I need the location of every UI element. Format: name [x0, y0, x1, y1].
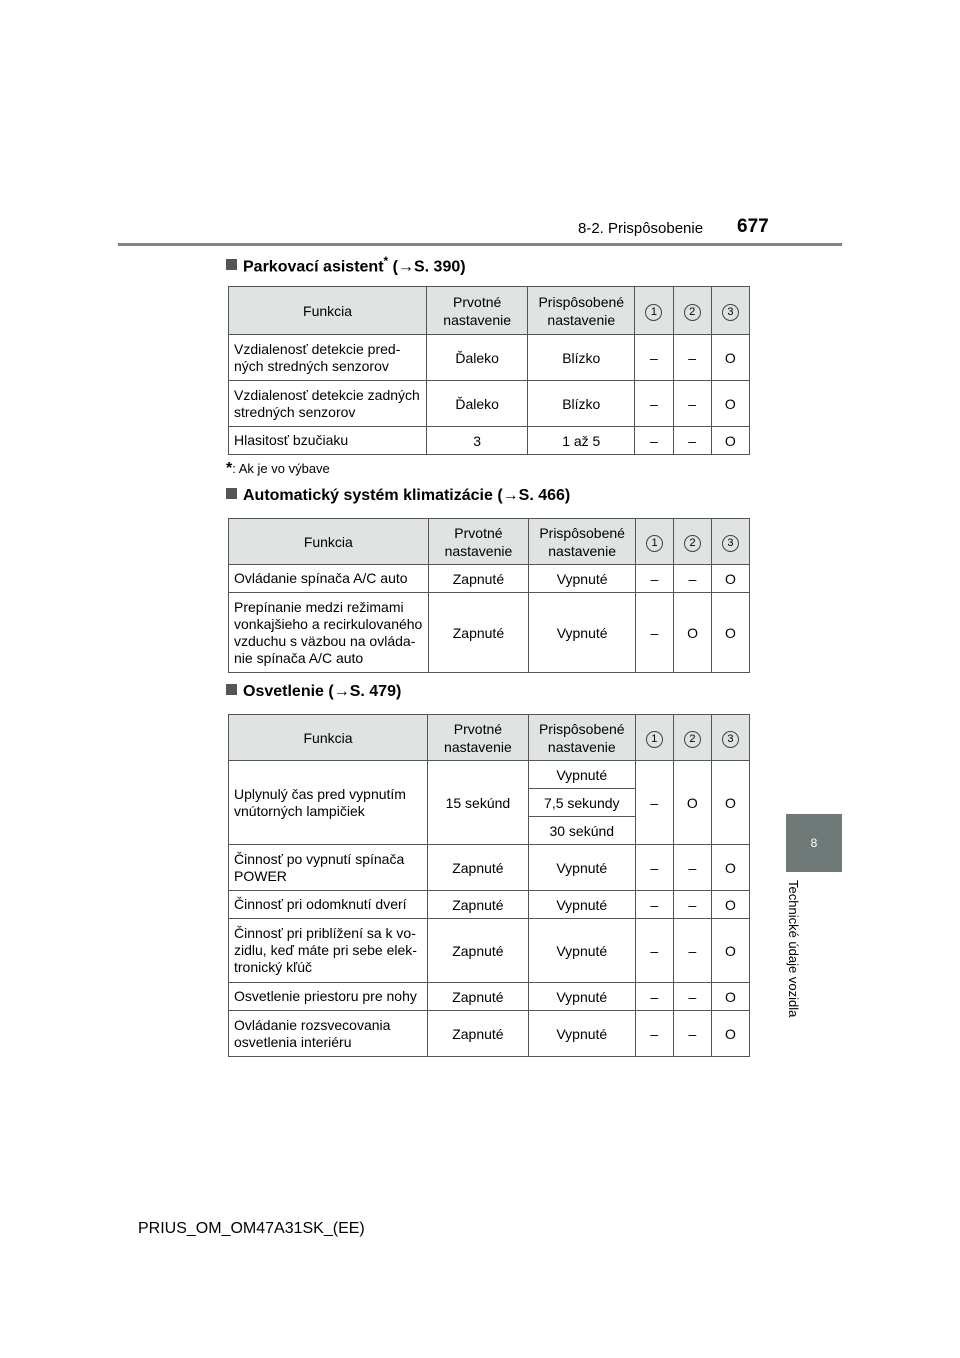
col-mode-2	[674, 519, 712, 565]
table-header-row	[229, 715, 750, 761]
cell-default: 15 sekúnd	[428, 761, 529, 845]
page-number: 677	[737, 216, 769, 237]
section-title-climate	[226, 487, 570, 505]
cell-mode-1: –	[635, 983, 673, 1011]
cell-mode-1: –	[635, 381, 673, 427]
cell-function: Prepínanie medzi režimami vonkajšieho a recirkulovaného vzduchu s väzbou na ovládanie spínača A/C auto	[229, 593, 429, 673]
circled-1-icon: 1	[646, 535, 663, 552]
cell-function: Uplynulý čas pred vypnutím vnútorných lampičiek	[229, 761, 428, 845]
chapter-tab	[786, 814, 842, 872]
cell-mode-2: –	[673, 845, 711, 891]
cell-function: Ovládanie spínača A/C auto	[229, 565, 429, 593]
cell-default: 3	[427, 427, 528, 455]
circled-2-icon: 2	[684, 535, 701, 552]
cell-mode-2: –	[674, 565, 712, 593]
section-title-text: Osvetlenie (→S. 479)	[243, 683, 402, 700]
cell-custom: Vypnuté	[528, 983, 635, 1011]
cell-custom-option: Vypnuté	[528, 761, 635, 789]
circled-3-icon: 3	[722, 535, 739, 552]
cell-default: Zapnuté	[428, 565, 529, 593]
cell-custom-option: 7,5 sekundy	[528, 789, 635, 817]
cell-mode-1: –	[635, 919, 673, 983]
circled-3-icon: 3	[722, 731, 739, 748]
table-row	[229, 593, 750, 673]
circled-2-icon: 2	[684, 304, 701, 321]
lighting-table	[228, 714, 750, 1057]
cell-custom: 1 až 5	[528, 427, 635, 455]
circled-1-icon: 1	[646, 731, 663, 748]
cell-mode-3: O	[711, 919, 749, 983]
cell-mode-3: O	[711, 761, 749, 845]
table-row	[229, 565, 750, 593]
cell-mode-1: –	[636, 565, 674, 593]
section-title-text: Parkovací asistent	[243, 258, 384, 276]
cell-mode-2: O	[673, 761, 711, 845]
cell-mode-1: –	[635, 427, 673, 455]
cell-custom: Blízko	[528, 381, 635, 427]
table-row	[229, 1011, 750, 1057]
circled-1-icon: 1	[645, 304, 662, 321]
cell-default: Zapnuté	[428, 845, 529, 891]
cell-mode-1: –	[636, 593, 674, 673]
square-bullet-icon	[226, 259, 237, 270]
cell-default: Zapnuté	[428, 593, 529, 673]
col-custom: Prispôsobené nastavenie	[528, 715, 635, 761]
table-row	[229, 983, 750, 1011]
col-mode-1	[635, 715, 673, 761]
col-custom: Prispôsobené nastavenie	[529, 519, 636, 565]
section-title-lighting	[226, 683, 401, 701]
cell-mode-3: O	[711, 565, 749, 593]
cell-mode-2: –	[673, 891, 711, 919]
col-mode-3	[711, 715, 749, 761]
cell-mode-2: –	[673, 983, 711, 1011]
cell-custom-option: 30 sekúnd	[528, 817, 635, 845]
table-header-row	[229, 287, 750, 335]
cell-default: Zapnuté	[428, 891, 529, 919]
climate-table	[228, 518, 750, 673]
col-mode-2	[673, 287, 711, 335]
chapter-number: 8	[810, 836, 818, 850]
cell-mode-1: –	[635, 1011, 673, 1057]
cell-function: Ovládanie rozsvecovania osvetlenia interiéru	[229, 1011, 428, 1057]
cell-mode-3: O	[711, 335, 749, 381]
cell-mode-3: O	[711, 983, 749, 1011]
cell-mode-3: O	[711, 381, 749, 427]
section-title-text: Automatický systém klimatizácie (→S. 466)	[243, 487, 571, 504]
cell-function: Vzdialenosť detekcie zadných stredných senzorov	[229, 381, 427, 427]
table-row	[229, 335, 750, 381]
col-default: Prvotné nastavenie	[428, 715, 529, 761]
col-function: Funkcia	[229, 287, 427, 335]
col-default: Prvotné nastavenie	[427, 287, 528, 335]
cell-mode-3: O	[711, 427, 749, 455]
col-custom: Prispôsobené nastavenie	[528, 287, 635, 335]
cell-mode-3: O	[711, 1011, 749, 1057]
footnote-text: : Ak je vo výbave	[232, 461, 330, 476]
cell-default: Ďaleko	[427, 381, 528, 427]
table-header-row	[229, 519, 750, 565]
cell-custom: Vypnuté	[528, 1011, 635, 1057]
cell-mode-3: O	[711, 593, 749, 673]
cell-function: Činnosť pri odomknutí dverí	[229, 891, 428, 919]
table-row	[229, 845, 750, 891]
cell-custom: Vypnuté	[528, 919, 635, 983]
chapter-label-wrap	[786, 880, 816, 1040]
cell-mode-2: –	[673, 919, 711, 983]
cell-function: Vzdialenosť detekcie predných stredných senzorov	[229, 335, 427, 381]
document-code: PRIUS_OM_OM47A31SK_(EE)	[138, 1220, 365, 1237]
col-function: Funkcia	[229, 519, 429, 565]
col-mode-2	[673, 715, 711, 761]
cell-mode-2: –	[673, 381, 711, 427]
section-title-parking	[226, 254, 466, 276]
table-row	[229, 919, 750, 983]
circled-2-icon: 2	[684, 731, 701, 748]
cell-mode-1: –	[635, 761, 673, 845]
col-mode-1	[635, 287, 673, 335]
footnote	[226, 460, 330, 478]
cell-custom: Vypnuté	[528, 891, 635, 919]
footnote-star: *	[226, 460, 233, 477]
cell-function: Hlasitosť bzučiaku	[229, 427, 427, 455]
cell-function: Osvetlenie priestoru pre nohy	[229, 983, 428, 1011]
cell-default: Ďaleko	[427, 335, 528, 381]
circled-3-icon: 3	[722, 304, 739, 321]
section-reference: (→S. 390)	[388, 258, 466, 276]
col-mode-3	[711, 519, 749, 565]
cell-mode-2: –	[673, 427, 711, 455]
cell-default: Zapnuté	[428, 1011, 529, 1057]
cell-mode-1: –	[635, 891, 673, 919]
col-mode-1	[636, 519, 674, 565]
cell-mode-1: –	[635, 335, 673, 381]
table-row	[229, 891, 750, 919]
table-row	[229, 427, 750, 455]
col-function: Funkcia	[229, 715, 428, 761]
cell-custom: Vypnuté	[528, 845, 635, 891]
table-row	[229, 381, 750, 427]
col-mode-3	[711, 287, 749, 335]
cell-default: Zapnuté	[428, 919, 529, 983]
cell-custom: Vypnuté	[529, 565, 636, 593]
cell-default: Zapnuté	[428, 983, 529, 1011]
cell-mode-2: –	[673, 1011, 711, 1057]
table-row	[229, 761, 750, 789]
chapter-label: Technické údaje vozidla	[786, 880, 801, 1018]
footnote-marker: *	[383, 254, 389, 268]
parking-table	[228, 286, 750, 455]
header-section-title: 8-2. Prispôsobenie	[578, 220, 704, 237]
header-rule	[118, 243, 842, 246]
cell-custom: Blízko	[528, 335, 635, 381]
cell-mode-1: –	[635, 845, 673, 891]
square-bullet-icon	[226, 684, 237, 695]
cell-mode-2: O	[674, 593, 712, 673]
cell-mode-2: –	[673, 335, 711, 381]
cell-function: Činnosť pri priblížení sa k vozidlu, keď máte pri sebe elektronický kľúč	[229, 919, 428, 983]
cell-mode-3: O	[711, 845, 749, 891]
cell-function: Činnosť po vypnutí spínača POWER	[229, 845, 428, 891]
cell-custom: Vypnuté	[529, 593, 636, 673]
cell-mode-3: O	[711, 891, 749, 919]
col-default: Prvotné nastavenie	[428, 519, 529, 565]
square-bullet-icon	[226, 488, 237, 499]
